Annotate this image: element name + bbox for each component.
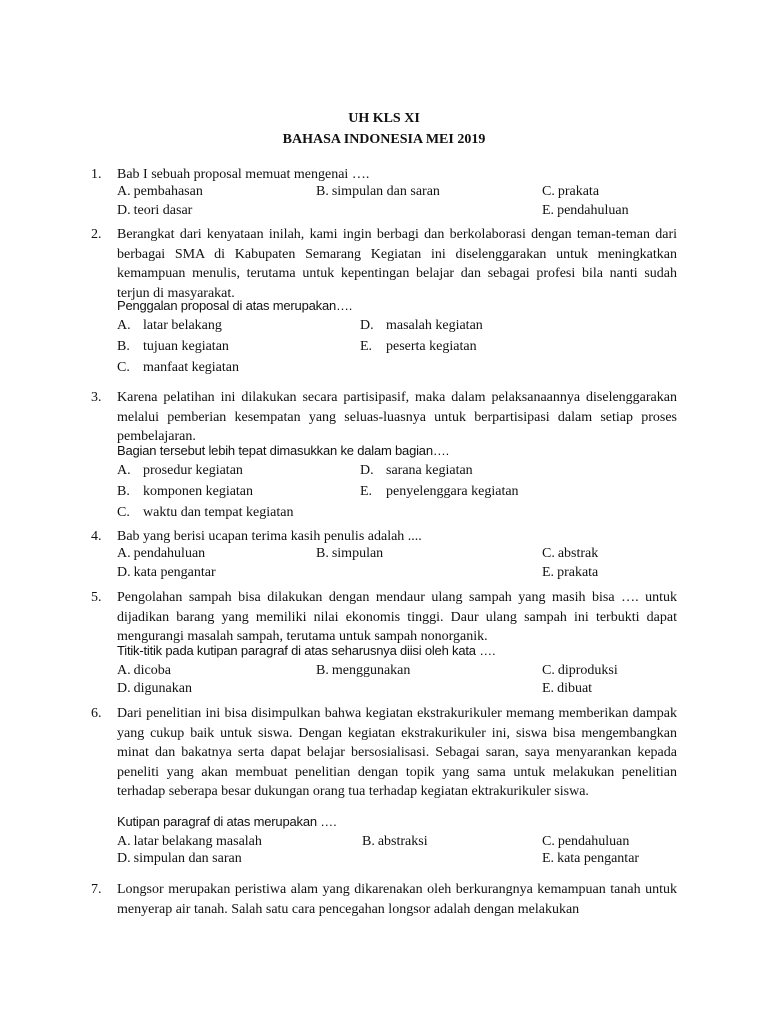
question-instruction: Kutipan paragraf di atas merupakan …. [117, 814, 337, 829]
option-letter: E. [542, 851, 555, 866]
question-number: 1. [91, 167, 102, 182]
option-a[interactable] [117, 661, 171, 680]
option-b[interactable] [316, 544, 383, 563]
option-letter: D. [360, 463, 374, 478]
option-d[interactable] [360, 461, 473, 480]
option-b[interactable] [117, 337, 229, 356]
option-c[interactable] [542, 544, 598, 563]
option-letter: B. [316, 663, 329, 678]
option-letter: D. [117, 565, 131, 580]
question-text: Dari penelitian ini bisa disimpulkan bahwa kegiatan ekstrakurikuler memang memberikan dampak yang cukup baik untuk siswa. Dengan kegiatan ekstrakurikuler ini, siswa bisa mengembangkan minat dan bakatnya serta dapat belajar bersosialisasi. Sebagai saran, saya menyarankan kepada peneliti yang akan membuat penelitian dengan topik yang sama untuk melakukan penelitian terhadap seberapa besar dukungan orang tua terhadap kegiatan ektrakurikuler siswa. [117, 706, 677, 799]
option-text: peserta kegiatan [386, 339, 477, 354]
option-c[interactable] [542, 661, 618, 680]
option-text: kata pengantar [133, 565, 216, 580]
exam-title: UH KLS XI [348, 111, 420, 126]
option-text: dicoba [133, 663, 171, 678]
option-text: pendahuluan [557, 834, 630, 849]
question-instruction: Penggalan proposal di atas merupakan…. [117, 298, 353, 313]
option-letter: C. [117, 505, 130, 520]
question-number: 6. [91, 706, 102, 721]
option-letter: E. [542, 565, 555, 580]
option-e[interactable] [542, 563, 598, 582]
option-e[interactable] [360, 482, 519, 501]
option-text: tujuan kegiatan [143, 339, 229, 354]
option-letter: C. [542, 834, 555, 849]
option-text: prakata [557, 565, 599, 580]
option-letter: E. [542, 203, 555, 218]
option-text: kata pengantar [557, 851, 640, 866]
question-instruction: Titik-titik pada kutipan paragraf di atas seharusnya diisi oleh kata …. [117, 643, 496, 658]
option-d[interactable] [117, 679, 192, 698]
option-letter: A. [117, 318, 131, 333]
option-e[interactable] [360, 337, 477, 356]
option-e[interactable] [542, 201, 629, 220]
option-letter: D. [117, 851, 131, 866]
option-text: dibuat [557, 681, 593, 696]
option-e[interactable] [542, 679, 592, 698]
option-text: komponen kegiatan [143, 484, 254, 499]
option-text: penyelenggara kegiatan [386, 484, 519, 499]
option-text: abstraksi [377, 834, 428, 849]
option-letter: E. [360, 339, 373, 354]
option-letter: E. [542, 681, 555, 696]
option-text: menggunakan [331, 663, 411, 678]
option-letter: D. [117, 203, 131, 218]
option-text: pendahuluan [557, 203, 629, 218]
option-a[interactable] [117, 316, 222, 335]
option-letter: A. [117, 463, 131, 478]
option-text: simpulan [331, 546, 384, 561]
option-letter: C. [542, 546, 555, 561]
option-a[interactable] [117, 544, 205, 563]
option-text: simpulan dan saran [133, 851, 242, 866]
option-letter: D. [117, 681, 131, 696]
option-text: diproduksi [557, 663, 618, 678]
option-c[interactable] [117, 503, 293, 522]
option-b[interactable] [362, 832, 428, 851]
question-text: Pengolahan sampah bisa dilakukan dengan mendaur ulang sampah yang masih bisa …. untuk dijadikan barang yang memiliki nilai ekonomis tinggi. Daur ulang sampah ini terbukti dapat mengurangi masalah sampah, terutama untuk sampah nonorganik. [117, 590, 677, 644]
question-number: 7. [91, 882, 102, 897]
option-text: masalah kegiatan [386, 318, 483, 333]
option-text: pembahasan [133, 184, 203, 199]
option-b[interactable] [117, 482, 253, 501]
option-text: simpulan dan saran [331, 184, 440, 199]
option-letter: B. [117, 339, 130, 354]
option-text: teori dasar [133, 203, 193, 218]
option-a[interactable] [117, 461, 243, 480]
option-text: abstrak [557, 546, 599, 561]
option-letter: B. [316, 546, 329, 561]
exam-subtitle: BAHASA INDONESIA MEI 2019 [282, 132, 486, 147]
option-letter: B. [316, 184, 329, 199]
option-letter: A. [117, 834, 131, 849]
option-letter: A. [117, 663, 131, 678]
question-text: Berangkat dari kenyataan inilah, kami ingin berbagi dan berkolaborasi dengan teman-teman dari berbagai SMA di Kabupaten Semarang Kegiatan ini diselenggarakan untuk meningkatkan kemampuan menulis, terutama untuk kepentingan belajar dan sebagai profesi bila nanti sudah terjun di masyarakat. [117, 227, 677, 301]
option-letter: E. [360, 484, 373, 499]
option-a[interactable] [117, 182, 203, 201]
option-letter: C. [542, 184, 555, 199]
question-text: Karena pelatihan ini dilakukan secara partisipasif, maka dalam pelaksanaannya diselenggarakan melalui pemberian kesempatan yang seluas-luasnya untuk berpartisipasi dalam setiap proses pembelajaran. [117, 390, 677, 444]
option-d[interactable] [360, 316, 483, 335]
option-letter: A. [117, 184, 131, 199]
question-number: 4. [91, 529, 102, 544]
option-letter: A. [117, 546, 131, 561]
option-b[interactable] [316, 661, 410, 680]
option-text: digunakan [133, 681, 192, 696]
option-e[interactable] [542, 849, 639, 868]
option-c[interactable] [542, 182, 599, 201]
option-text: pendahuluan [133, 546, 206, 561]
option-letter: C. [117, 360, 130, 375]
option-letter: C. [542, 663, 555, 678]
question-text: Bab yang berisi ucapan terima kasih penulis adalah .... [117, 529, 422, 544]
option-d[interactable] [117, 849, 242, 868]
option-letter: B. [362, 834, 375, 849]
option-c[interactable] [117, 358, 239, 377]
question-text: Longsor merupakan peristiwa alam yang dikarenakan oleh berkurangnya kemampuan tanah untuk menyerap air tanah. Salah satu cara pencegahan longsor adalah dengan melakukan [117, 882, 677, 917]
question-number: 5. [91, 590, 102, 605]
question-text: Bab I sebuah proposal memuat mengenai …. [117, 167, 370, 182]
option-text: prosedur kegiatan [143, 463, 243, 478]
option-b[interactable] [316, 182, 440, 201]
option-text: latar belakang [143, 318, 222, 333]
option-text: latar belakang masalah [133, 834, 262, 849]
option-letter: D. [360, 318, 374, 333]
question-instruction: Bagian tersebut lebih tepat dimasukkan ke dalam bagian…. [117, 443, 450, 458]
option-d[interactable] [117, 201, 192, 220]
option-d[interactable] [117, 563, 216, 582]
question-number: 2. [91, 227, 102, 242]
question-number: 3. [91, 390, 102, 405]
option-letter: B. [117, 484, 130, 499]
option-text: manfaat kegiatan [143, 360, 240, 375]
option-text: prakata [557, 184, 600, 199]
option-text: sarana kegiatan [386, 463, 473, 478]
option-text: waktu dan tempat kegiatan [143, 505, 294, 520]
